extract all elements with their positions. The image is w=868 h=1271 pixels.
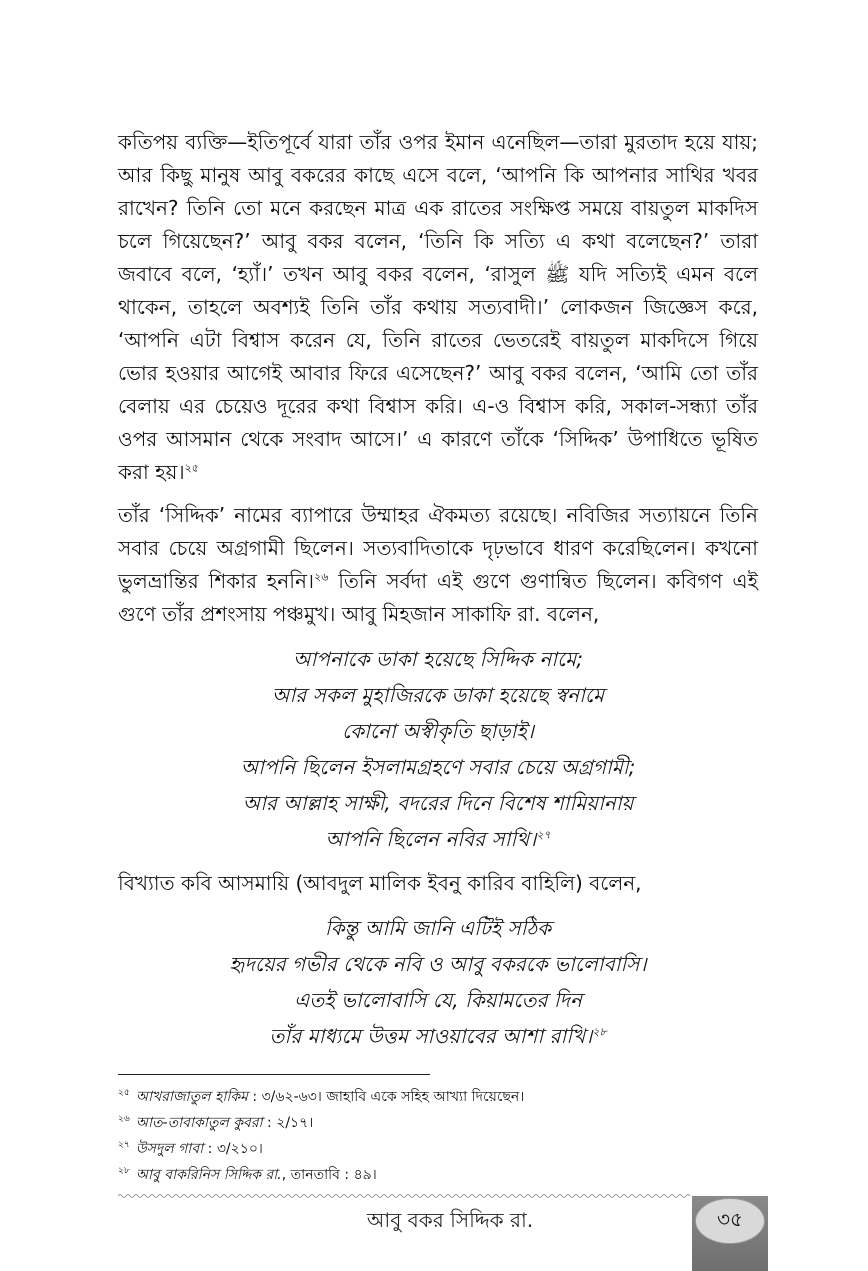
verse-line: আর আল্লাহ সাক্ষী, বদরের দিনে বিশেষ শামিয়ানায় <box>242 791 634 815</box>
verse-line: এতই ভালোবাসি যে, কিয়ামতের দিন <box>294 988 582 1012</box>
footnote-ref-26[interactable]: ২৬ <box>314 570 329 584</box>
verse-line: তাঁর মাধ্যমে উত্তম সাওয়াবের আশা রাখি।$^{২৮}$ <box>269 1024 607 1048</box>
paragraph-3: বিখ্যাত কবি আসমায়ি (আবদুল মালিক ইবনু কারিব বাহিলি) বলেন, <box>118 871 642 895</box>
footnote-ref-27[interactable]: ২৭ <box>536 828 551 842</box>
verse-line: আপনি ছিলেন ইসলামগ্রহণে সবার চেয়ে অগ্রগামী; <box>240 755 636 779</box>
poem-asmai <box>118 910 758 1054</box>
main-text <box>118 126 758 1064</box>
verse-line: আপনি ছিলেন নবির সাথি।$^{২৭}$ <box>325 827 551 851</box>
footnote-27: $^{২৭}$ উসদুল গাবা : ৩/২১০। <box>118 1140 263 1157</box>
verse-line: আর সকল মুহাজিরকে ডাকা হয়েছে স্বনামে <box>271 683 605 707</box>
footnote-28: $^{২৮}$ আবু বাকরিনিস সিদ্দিক রা., তানতাবি : ৪৯। <box>118 1166 377 1183</box>
paragraph-1: কতিপয় ব্যক্তি—ইতিপূর্বে যারা তাঁর ওপর ইমান এনেছিল—তারা মুরতাদ হয়ে যায়; আর কিছু মানুষ আবু বকরের কাছে এসে বলে, ‘আপনি কি আপনার সাথির খবর রাখেন? তিনি তো মনে করছেন মাত্র এক রাতের সংক্ষিপ্ত সময়ে বায়তুল মাকদিস চলে গিয়েছেন?’ আবু বকর বলেন, ‘তিনি কি সত্যি এ কথা বলেছেন?’ তারা জবাবে বলে, ‘হ্যাঁ।’ তখন আবু বকর বলেন, ‘রাসুল ﷺ যদি সত্যিই এমন বলে থাকেন, তাহলে অবশ্যই তিনি তাঁর কথায় সত্যবাদী।’ লোকজন জিজ্ঞেস করে, ‘আপনি এটা বিশ্বাস করেন যে, তিনি রাতের ভেতরেই বায়তুল মাকদিসে গিয়ে ভোর হওয়ার আগেই আবার ফিরে এসেছেন?’ আবু বকর বলেন, ‘আমি তো তাঁর বেলায় এর চেয়েও দূরের কথা বিশ্বাস করি। এ-ও বিশ্বাস করি, সকাল-সন্ধ্যা তাঁর ওপর আসমান থেকে সংবাদ আসে।’ এ কারণে তাঁকে ‘সিদ্দিক’ উপাধিতে ভূষিত করা হয়।$^{২৫}$ <box>118 130 758 484</box>
verse-line: কিন্তু আমি জানি এটিই সঠিক <box>324 916 552 940</box>
footnote-26: $^{২৬}$ আত-তাবাকাতুল কুবরা : ২/১৭। <box>118 1114 314 1131</box>
verse-line: হৃদয়ের গভীর থেকে নবি ও আবু বকরকে ভালোবাসি। <box>229 952 647 976</box>
poem-abu-mihjan <box>118 641 758 857</box>
running-title: আবু বকর সিদ্দিক রা. <box>366 1208 534 1232</box>
verse-line: কোনো অস্বীকৃতি ছাড়াই। <box>342 719 534 743</box>
footnotes <box>118 1084 758 1188</box>
wavy-divider <box>118 1192 690 1200</box>
footnote-divider <box>118 1074 430 1075</box>
footnote-ref-28[interactable]: ২৮ <box>592 1025 607 1039</box>
footnote-ref-25[interactable]: ২৫ <box>184 461 199 475</box>
paragraph-2: তাঁর ‘সিদ্দিক’ নামের ব্যাপারে উম্মাহর ঐকমত্য রয়েছে। নবিজির সত্যায়নে তিনি সবার চেয়ে অগ্রগামী ছিলেন। সত্যবাদিতাকে দৃঢ়ভাবে ধারণ করেছিলেন। কখনো ভুলভ্রান্তির শিকার হননি।$^{২৬}$ তিনি সর্বদা এই গুণে গুণান্বিত ছিলেন। কবিগণ এই গুণে তাঁর প্রশংসায় পঞ্চমুখ। আবু মিহজান সাকাফি রা. বলেন, <box>118 503 758 626</box>
verse-line: আপনাকে ডাকা হয়েছে সিদ্দিক নামে; <box>293 647 583 671</box>
footnote-25: $^{২৫}$ আখরাজাতুল হাকিম : ৩/৬২-৬৩। জাহাবি একে সহিহ আখ্যা দিয়েছেন। <box>118 1088 525 1105</box>
page-number: ৩৫ <box>695 1198 765 1244</box>
